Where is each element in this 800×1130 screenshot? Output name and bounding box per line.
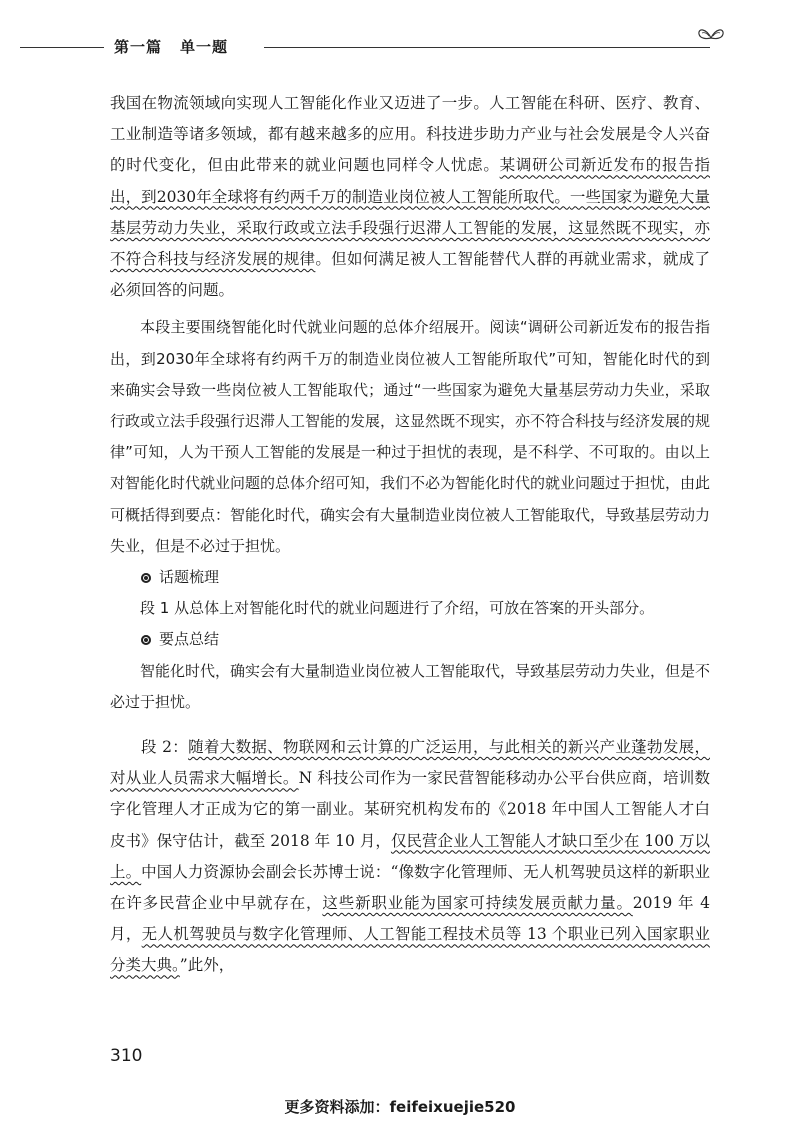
- p2-underlined-contribute: 这些新职业能为国家可持续发展贡献力量。: [322, 894, 633, 913]
- p1-underlined-countries: 一些国家为避免大量基层劳动力失业，采取行政或立法手段强行迟滞人工智能的发展，这显然既不现实，亦不符合科技与经济发展的规律: [110, 187, 710, 269]
- p2-text-d: ”此外，: [179, 956, 235, 975]
- paragraph-analysis: 本段主要围绕智能化时代就业问题的总体介绍展开。阅读“调研公司新近发布的报告指出，到2030年全球将有约两千万的制造业岗位被人工智能所取代”可知，智能化时代的到来确实会导致一些岗位被人工智能取代；通过“一些国家为避免大量基层劳动力失业，采取行政或立法手段强行迟滞人工智能的发展，这显然既不现实，亦不符合科技与经济发展的规律”可知，人为干预人工智能的发展是一种过于担忧的表现，是不科学、不可取的。由以上对智能化时代就业问题的总体介绍可知，我们不必为智能化时代的就业问题过于担忧，由此可概括得到要点：智能化时代，确实会有大量制造业岗位被人工智能取代，导致基层劳动力失业，但是不必过于担忧。: [110, 318, 711, 555]
- footer-note: 更多资料添加：feifeixuejie520: [284, 1098, 516, 1116]
- summary-text: 智能化时代，确实会有大量制造业岗位被人工智能取代，导致基层劳动力失业，但是不必过于担忧。: [110, 661, 711, 711]
- p2-underlined-demand: 随着大数据、物联网和云计算的广泛运用，与此相关的新兴产业蓬勃发展，对从业人员需求大幅增长。: [110, 738, 710, 788]
- header-section: 单一题: [180, 38, 229, 56]
- summary-heading: 要点总结: [159, 630, 220, 649]
- p2-text-c: 2019 年 4 月，: [110, 894, 710, 944]
- p2-text-a: N 科技公司作为一家民营智能移动办公平台供应商，培训数字化管理人才正成为它的第一副业。某研究机构发布的《2018 年中国人工智能人才白皮书》保守估计，截至 2018 年 10 月，: [110, 769, 710, 850]
- header-title: [114, 36, 246, 57]
- p2-underlined-gap: 仅民营企业人工智能人才缺口至少在 100 万以上。: [110, 831, 710, 881]
- p1-text-end: 。但如何满足被人工智能替代人群的再就业需求，就成了必须回答的问题。: [110, 250, 710, 300]
- topic-heading-row: [110, 562, 710, 593]
- butterfly-ornament-icon: [696, 24, 726, 46]
- topic-text: 段 1 从总体上对智能化时代的就业问题进行了介绍，可放在答案的开头部分。: [140, 599, 655, 618]
- running-header: [20, 36, 720, 60]
- p1-text-start: 我国在物流领域向实现人工智能化作业又迈进了一步。人工智能在科研、医疗、教育、工业制造等诸多领域，都有越来越多的应用。科技进步助力产业与社会发展是令人兴奋的时代变化，但由此带来的就业问题也同样令人忧虑。: [110, 94, 710, 175]
- p2-text-b: 中国人力资源协会副会长苏博士说：“像数字化管理师、无人机驾驶员这样的新职业在许多民营企业中早就存在，: [110, 862, 710, 913]
- topic-heading: 话题梳理: [159, 568, 220, 587]
- header-rule-right: [264, 47, 710, 48]
- summary-heading-row: [110, 624, 710, 655]
- header-part: 第一篇: [114, 38, 163, 56]
- bullet-icon: [141, 573, 151, 583]
- page-body: [110, 88, 710, 982]
- bullet-icon: [141, 635, 151, 645]
- page-number: 310: [110, 1046, 143, 1066]
- p2-underlined-occupations: 无人机驾驶员与数字化管理师、人工智能工程技术员等 13 个职业已列入国家职业分类大典。: [110, 925, 710, 975]
- header-rule-left: [20, 47, 104, 48]
- paragraph-1: [110, 88, 710, 306]
- p1-underlined-report: 某调研公司新近发布的报告指出，到2030年全球将有约两千万的制造业岗位被人工智能所取代。: [110, 156, 710, 206]
- p2-label: 段 2：: [141, 738, 189, 757]
- paragraph-2: [110, 732, 710, 982]
